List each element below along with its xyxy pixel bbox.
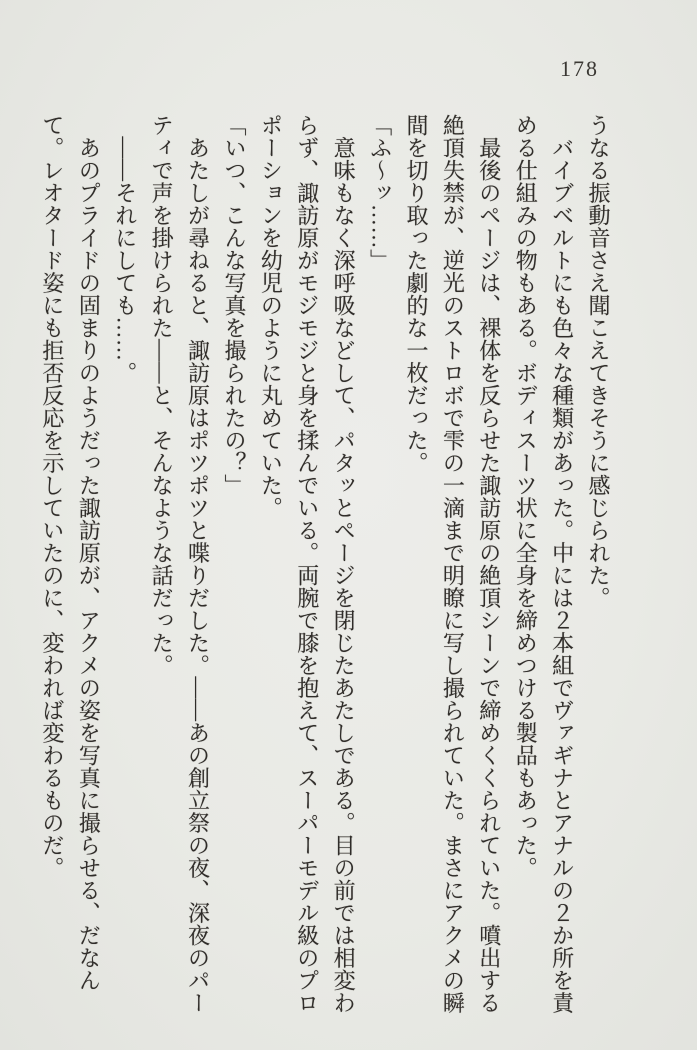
paragraph: バイブベルトにも色々な種類があった。中には２本組でヴァギナとアナルの２か所を責める仕組みの物もある。ボディスーツ状に全身を締めつける製品もあった。	[513, 114, 575, 1014]
paragraph: あたしが尋ねると、諏訪原はポツポツと喋りだした。――あの創立祭の夜、深夜のパーティで声を掛けられた――と、そんなような話だった。	[149, 114, 211, 1014]
paragraph: あのプライドの固まりのようだった諏訪原が、アクメの姿を写真に撮らせる、だなんて。レオタード姿にも拒否反応を示していたのに、変われば変わるものだ。	[39, 114, 102, 992]
paragraph: 意味もなく深呼吸などして、パタッとページを閉じたあたしである。目の前では相変わらず、諏訪原がモジモジと身を揉んでいる。両腕で膝を抱えて、スーパーモデル級のプロポーションを幼児のように丸めていた。	[258, 114, 357, 1014]
paragraph: 「ふ〜ッ……」	[367, 114, 393, 272]
body-text	[34, 114, 617, 1024]
paragraph: ――それにしても……。	[112, 114, 138, 384]
paragraph: 最後のページは、裸体を反らせた諏訪原の絶頂シーンで締めくくられていた。噴出する絶頂失禁が、逆光のストロボで雫の一滴まで明瞭に写し撮られていた。まさにアクメの瞬間を切り取った劇的な一枚だった。	[403, 114, 502, 1014]
paragraph: うなる振動音さえ聞こえてきそうに感じられた。	[586, 114, 611, 609]
page-number: 178	[560, 56, 599, 81]
paragraph: 「いつ、こんな写真を撮られたの？」	[221, 114, 247, 497]
